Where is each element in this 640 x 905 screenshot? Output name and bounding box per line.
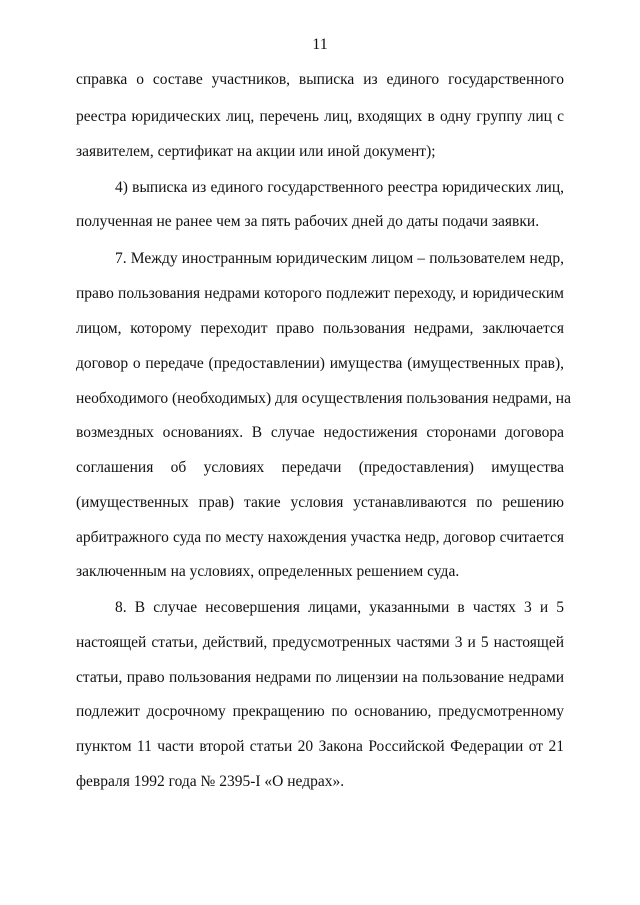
text-line: арбитражного суда по месту нахождения участка недр, договор считается bbox=[76, 529, 564, 546]
text-line: 7. Между иностранным юридическим лицом – пользователем недр, bbox=[115, 250, 564, 267]
text-line: соглашения об условиях передачи (предоставления) имущества bbox=[76, 459, 564, 476]
text-line: 4) выписка из единого государственного реестра юридических лиц, bbox=[115, 179, 564, 196]
text-line: реестра юридических лиц, перечень лиц, входящих в одну группу лиц с bbox=[76, 108, 564, 125]
text-line: статьи, право пользования недрами по лицензии на пользование недрами bbox=[76, 669, 564, 686]
text-line: заключенным на условиях, определенных решением суда. bbox=[76, 563, 460, 580]
text-line: возмездных основаниях. В случае недостижения сторонами договора bbox=[76, 424, 564, 441]
text-line: справка о составе участников, выписка из единого государственного bbox=[76, 71, 564, 88]
text-line: подлежит досрочному прекращению по основанию, предусмотренному bbox=[76, 703, 564, 720]
text-line: право пользования недрами которого подлежит переходу, и юридическим bbox=[76, 285, 564, 302]
text-line: заявителем, сертификат на акции или иной документ); bbox=[76, 143, 436, 160]
text-line: (имущественных прав) такие условия устанавливаются по решению bbox=[76, 494, 564, 511]
text-line: февраля 1992 года № 2395-I «О недрах». bbox=[76, 773, 345, 790]
text-line: лицом, которому переходит право пользования недрами, заключается bbox=[76, 320, 564, 337]
text-line: договор о передаче (предоставлении) имущества (имущественных прав), bbox=[76, 355, 564, 372]
page-number: 11 bbox=[312, 36, 328, 53]
text-line: настоящей статьи, действий, предусмотренных частями 3 и 5 настоящей bbox=[76, 634, 564, 651]
text-line: полученная не ранее чем за пять рабочих дней до даты подачи заявки. bbox=[76, 213, 540, 230]
text-line: необходимого (необходимых) для осуществления пользования недрами, на bbox=[76, 390, 571, 407]
text-line: пунктом 11 части второй статьи 20 Закона Российской Федерации от 21 bbox=[76, 738, 564, 755]
text-line: 8. В случае несовершения лицами, указанными в частях 3 и 5 bbox=[115, 599, 564, 616]
